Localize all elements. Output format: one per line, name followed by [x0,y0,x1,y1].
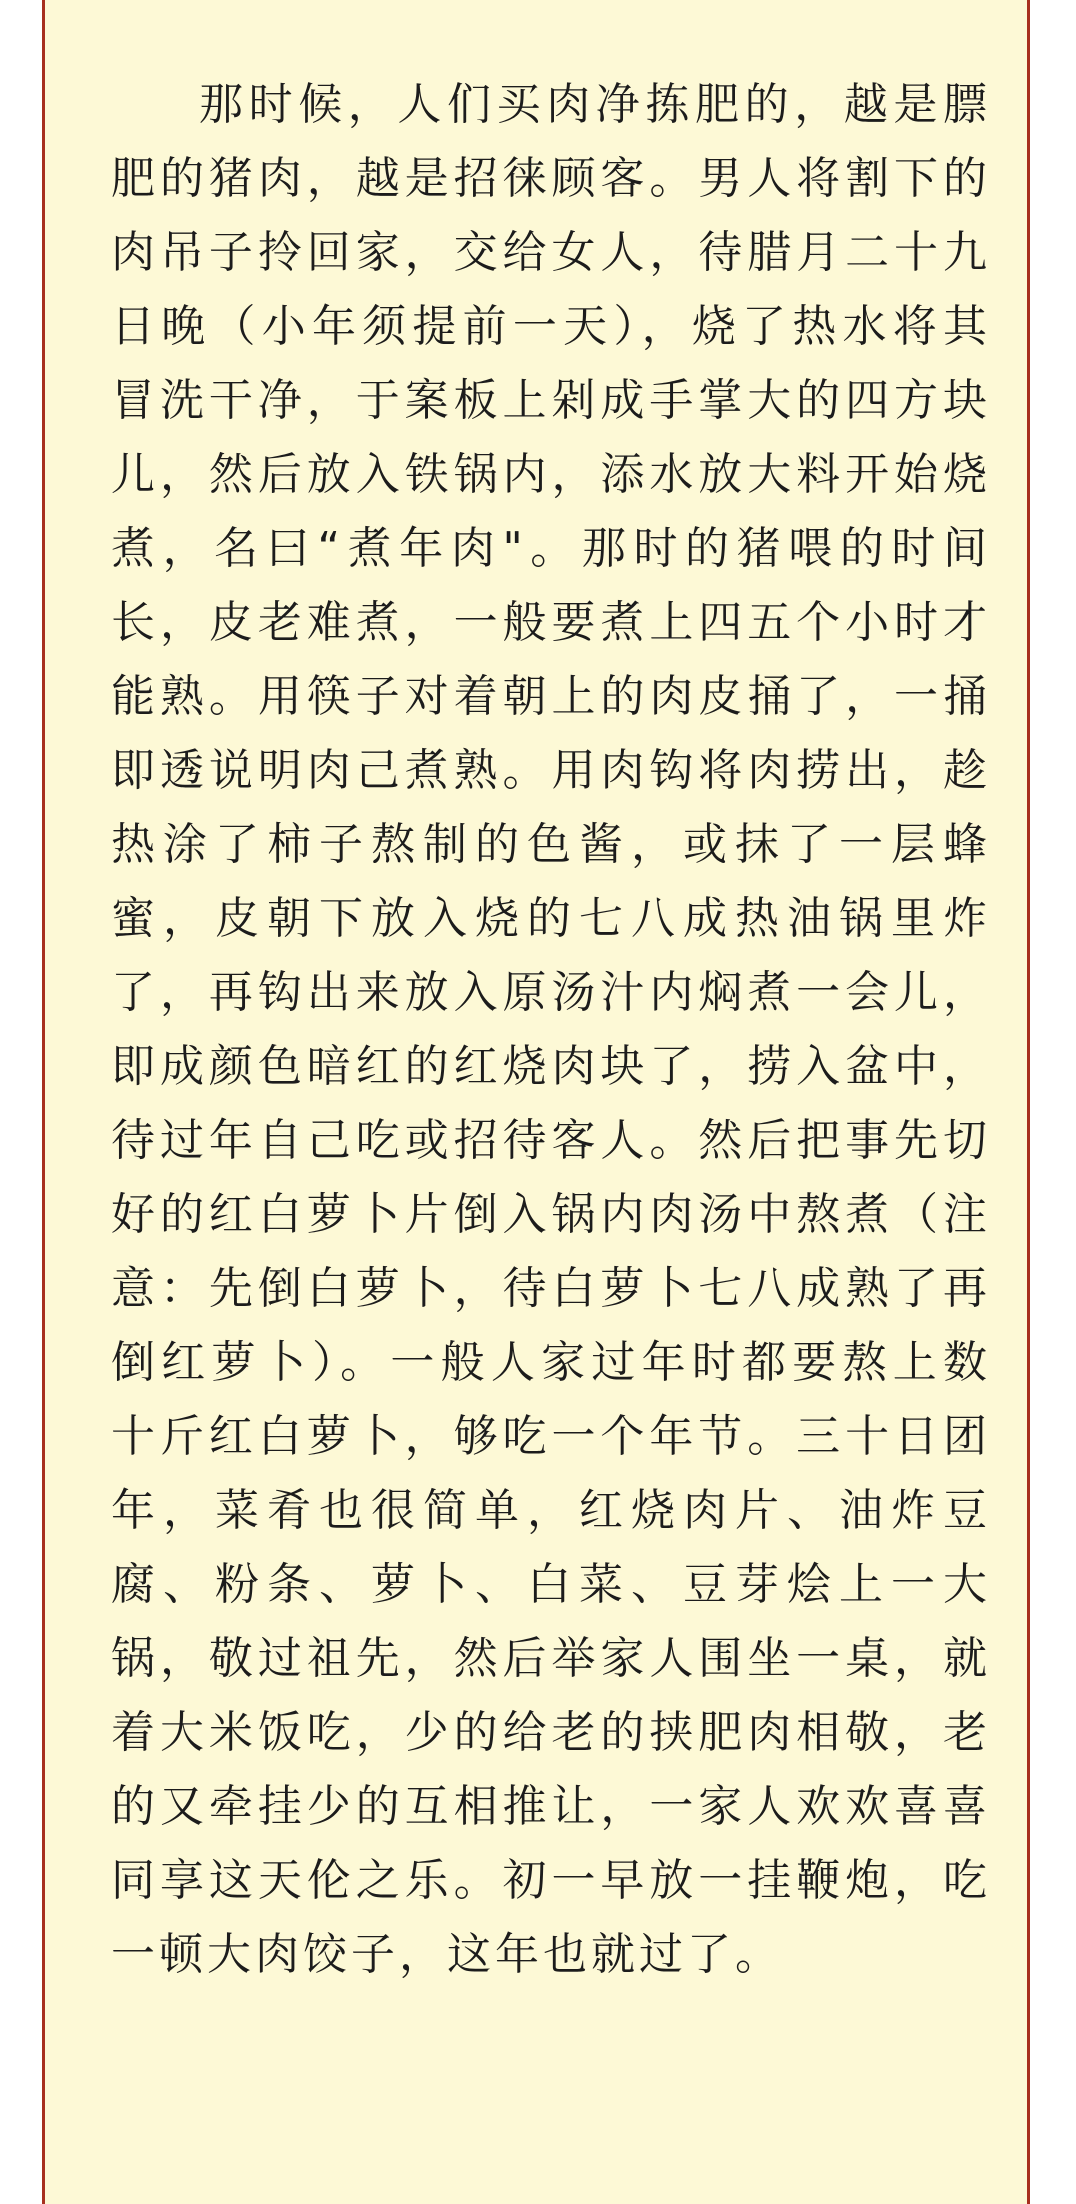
article-panel [42,0,1030,2204]
article-paragraph: 那时候，人们买肉净拣肥的，越是膘肥的猪肉，越是招徕顾客。男人将割下的肉吊子拎回家，交给女人，待腊月二十九日晚（小年须提前一天），烧了热水将其冒洗干净，于案板上剁成手掌大的四方块儿，然后放入铁锅内，添水放大料开始烧煮，名曰“煮年肉"。那时的猪喂的时间长，皮老难煮，一般要煮上四五个小时才能熟。用筷子对着朝上的肉皮捅了，一捅即透说明肉己煮熟。用肉钩将肉捞出，趁热涂了柿子熬制的色酱，或抹了一层蜂蜜，皮朝下放入烧的七八成热油锅里炸了，再钩出来放入原汤汁内焖煮一会儿，即成颜色暗红的红烧肉块了，捞入盆中，待过年自己吃或招待客人。然后把事先切好的红白萝卜片倒入锅内肉汤中熬煮（注意：先倒白萝卜，待白萝卜七八成熟了再倒红萝卜）。一般人家过年时都要熬上数十斤红白萝卜，够吃一个年节。三十日团年，菜肴也很简单，红烧肉片、油炸豆腐、粉条、萝卜、白菜、豆芽烩上一大锅，敬过祖先，然后举家人围坐一桌，就着大米饭吃，少的给老的挟肥肉相敬，老的又牵挂少的互相推让，一家人欢欢喜喜同享这天伦之乐。初一早放一挂鞭炮，吃一顿大肉饺子，这年也就过了。 [111,79,991,1980]
